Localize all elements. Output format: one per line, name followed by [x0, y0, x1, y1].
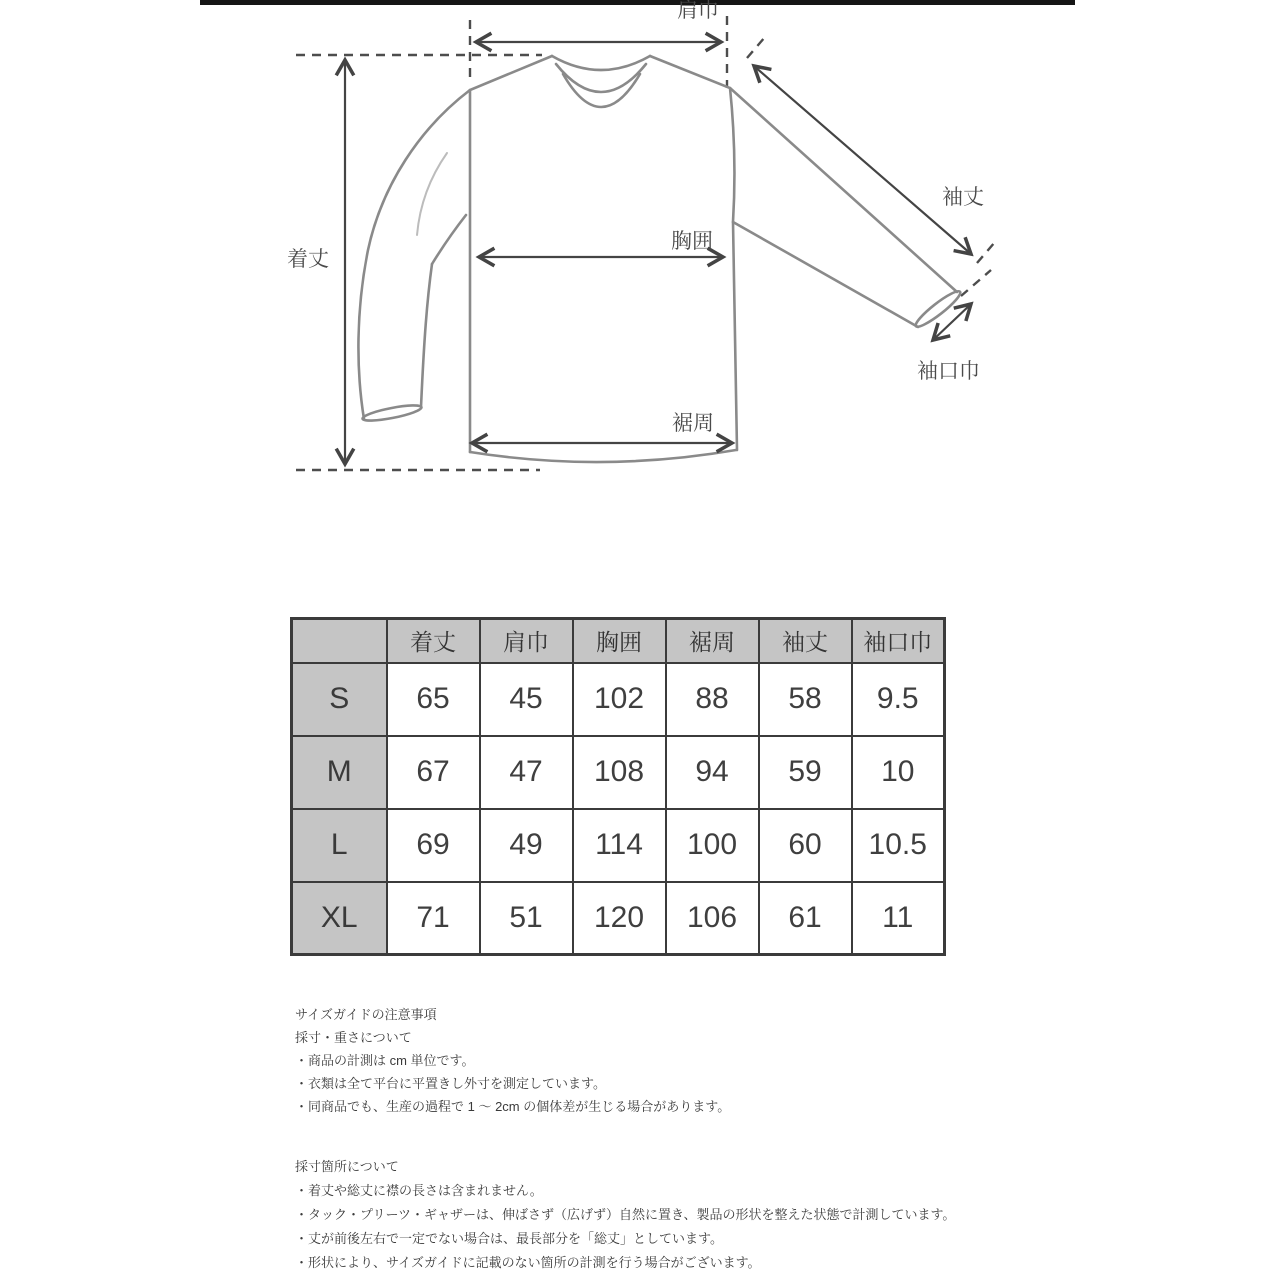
note-line: ・商品の計測は cm 単位です。 — [295, 1053, 475, 1068]
row-label-s: S — [292, 663, 387, 736]
size-value: 47 — [480, 736, 573, 809]
left-sleeve-outer — [358, 90, 470, 419]
corner-cell — [292, 619, 387, 663]
size-value: 10 — [852, 736, 945, 809]
col-header-cuff: 袖口巾 — [852, 619, 945, 663]
collar-inner-arc — [563, 74, 640, 107]
body-length-label: 着丈 — [287, 248, 329, 271]
table-row-m — [292, 736, 945, 809]
note-line: ・タック・プリーツ・ギャザーは、伸ばさず（広げず）自然に置き、製品の形状を整えた状態で計測しています。 — [295, 1207, 956, 1222]
size-value: 11 — [852, 882, 945, 955]
shoulder-width-label: 肩巾 — [677, 0, 719, 22]
row-label-xl: XL — [292, 882, 387, 955]
size-value: 9.5 — [852, 663, 945, 736]
table-row-xl — [292, 882, 945, 955]
shirt-outline — [358, 56, 963, 462]
sleeve-length-label: 袖丈 — [942, 186, 984, 209]
collar-outer-arc — [552, 56, 650, 70]
left-sleeve-inner — [421, 264, 432, 407]
note-line: ・形状により、サイズガイドに記載のない箇所の計測を行う場合がございます。 — [295, 1255, 761, 1270]
cuff-width-arrow — [933, 304, 971, 340]
chest-label: 胸囲 — [671, 230, 713, 253]
size-value: 108 — [573, 736, 666, 809]
shirt-measurement-diagram — [0, 0, 1280, 520]
right-sleeve-bottom — [733, 222, 918, 327]
size-value: 71 — [387, 882, 480, 955]
size-value: 61 — [759, 882, 852, 955]
col-header-chest: 胸囲 — [573, 619, 666, 663]
sleeve-crease — [417, 153, 447, 235]
size-table-header-row — [292, 619, 945, 663]
notes-section-title: 採寸・重さについて — [295, 1030, 412, 1045]
size-value: 120 — [573, 882, 666, 955]
notes-section-title: 採寸箇所について — [295, 1159, 399, 1174]
size-value: 65 — [387, 663, 480, 736]
table-row-s — [292, 663, 945, 736]
size-value: 45 — [480, 663, 573, 736]
note-line: ・丈が前後左右で一定でない場合は、最長部分を「総丈」としています。 — [295, 1231, 723, 1246]
right-cuff — [913, 287, 964, 330]
col-header-body-length: 着丈 — [387, 619, 480, 663]
row-label-l: L — [292, 809, 387, 882]
col-header-sleeve: 袖丈 — [759, 619, 852, 663]
hem-label: 裾周 — [672, 412, 714, 435]
size-value: 88 — [666, 663, 759, 736]
notes-heading: サイズガイドの注意事項 — [295, 1007, 437, 1022]
sleeve-length-arrow — [754, 66, 971, 254]
size-value: 49 — [480, 809, 573, 882]
note-line: ・同商品でも、生産の過程で 1 ～ 2cm の個体差が生じる場合があります。 — [295, 1099, 731, 1114]
size-value: 60 — [759, 809, 852, 882]
measuring-points-notes — [295, 1155, 955, 1275]
table-row-l — [292, 809, 945, 882]
right-sleeve-top — [730, 88, 957, 292]
size-value: 10.5 — [852, 809, 945, 882]
size-value: 67 — [387, 736, 480, 809]
size-value: 51 — [480, 882, 573, 955]
row-label-m: M — [292, 736, 387, 809]
size-value: 94 — [666, 736, 759, 809]
size-value: 102 — [573, 663, 666, 736]
collar-mid-arc — [556, 64, 646, 92]
size-value: 100 — [666, 809, 759, 882]
note-line: ・着丈や総丈に襟の長さは含まれません。 — [295, 1183, 543, 1198]
cuff-width-label: 袖口巾 — [917, 360, 980, 383]
construction-dashed-lines — [296, 16, 995, 470]
size-value: 58 — [759, 663, 852, 736]
col-header-hem: 裾周 — [666, 619, 759, 663]
size-guide-notes — [295, 1003, 730, 1118]
size-table — [290, 617, 946, 956]
col-header-shoulder: 肩巾 — [480, 619, 573, 663]
size-value: 59 — [759, 736, 852, 809]
size-value: 114 — [573, 809, 666, 882]
size-value: 69 — [387, 809, 480, 882]
left-armhole-seam — [432, 215, 466, 264]
size-value: 106 — [666, 882, 759, 955]
left-cuff — [362, 402, 423, 423]
note-line: ・衣類は全て平台に平置きし外寸を測定しています。 — [295, 1076, 606, 1091]
